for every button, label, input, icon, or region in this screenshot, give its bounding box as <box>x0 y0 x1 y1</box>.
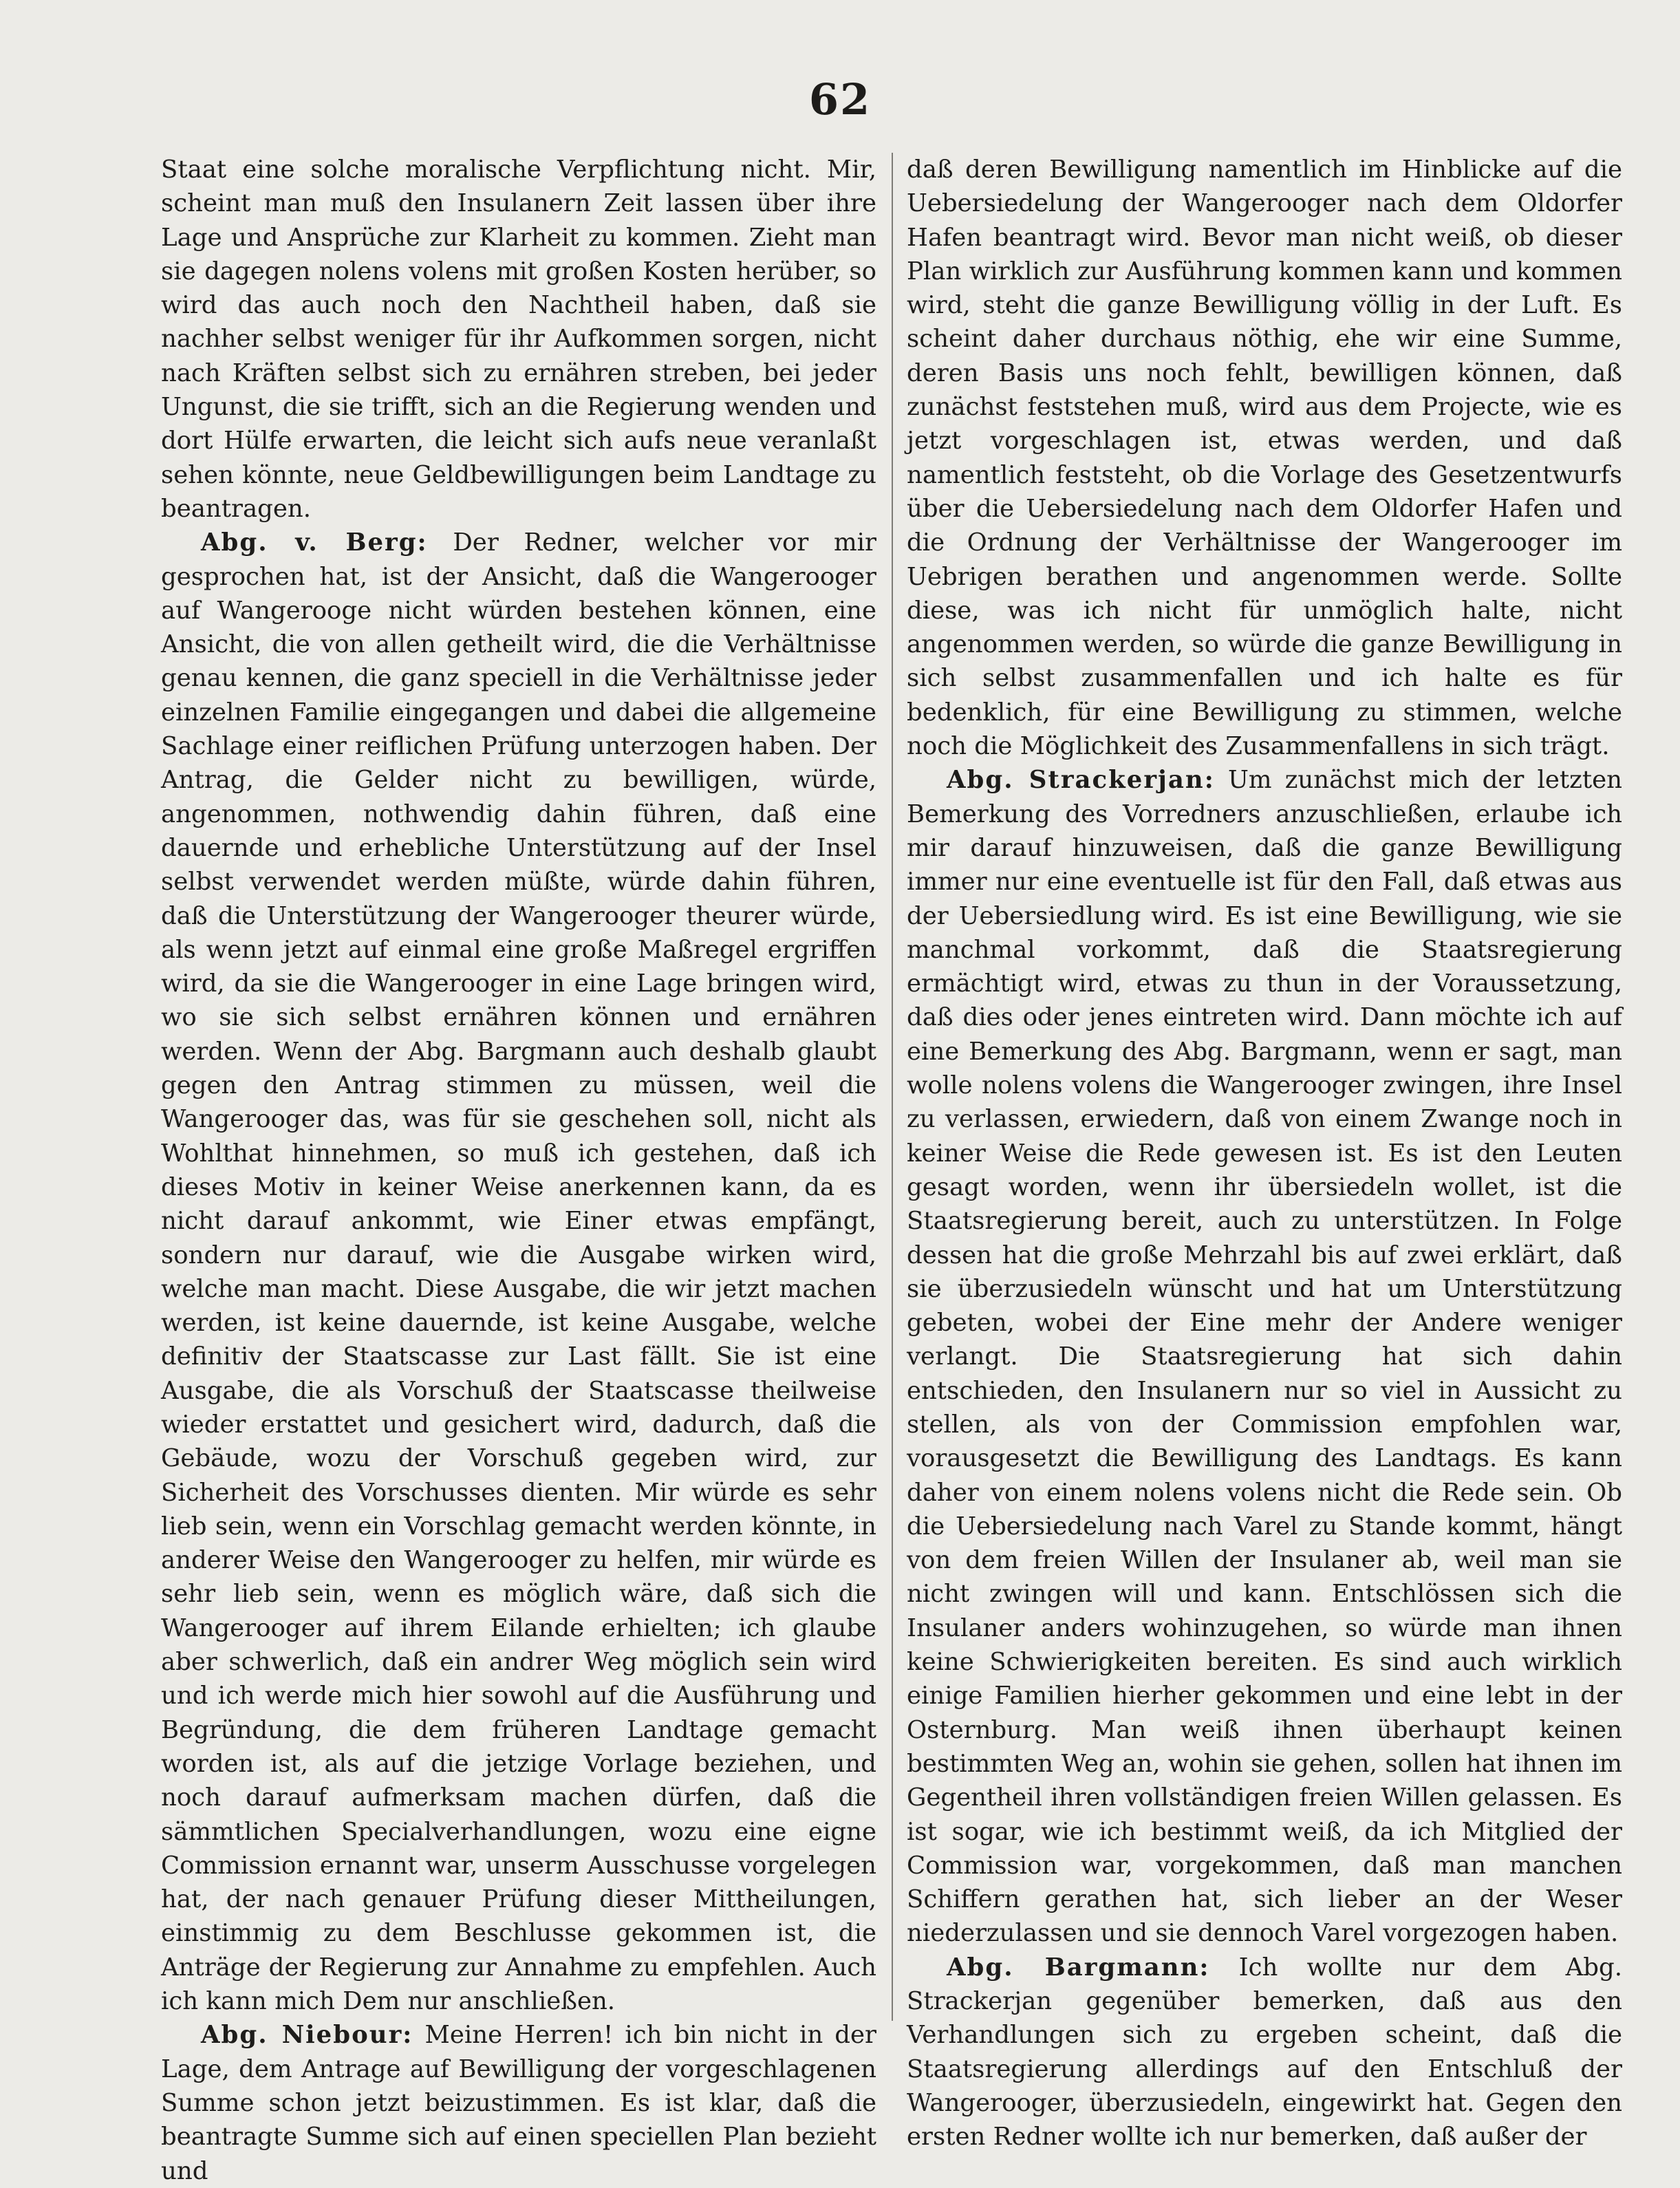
left-column <box>161 153 876 2185</box>
paragraph-text: Der Redner, welcher vor mir gesprochen hat, ist der Ansicht, daß die Wangerooger auf Wangerooge nicht würden bestehen können, eine Ansicht, die von allen getheilt wird, die die Verhältnisse genau kennen, die ganz speciell in die Verhältnisse jeder einzelnen Familie eingegangen und dabei die allgemeine Sachlage einer reiflichen Prüfung unterzogen haben. Der Antrag, die Gelder nicht zu bewilligen, würde, angenommen, nothwendig dahin führen, daß eine dauernde und erhebliche Unterstützung auf der Insel selbst verwendet werden müßte, würde dahin führen, daß die Unterstützung der Wangerooger theurer würde, als wenn jetzt auf einmal eine große Maßregel ergriffen wird, da sie die Wangerooger in eine Lage bringen wird, wo sie sich selbst ernähren können und ernähren werden. Wenn der Abg. Bargmann auch deshalb glaubt gegen den Antrag stimmen zu müssen, weil die Wangerooger das, was für sie geschehen soll, nicht als Wohlthat hinnehmen, so muß ich gestehen, daß ich dieses Motiv in keiner Weise anerkennen kann, da es nicht darauf ankommt, wie Einer etwas empfängt, sondern nur darauf, wie die Ausgabe wirken wird, welche man macht. Diese Ausgabe, die wir jetzt machen werden, ist keine dauernde, ist keine Ausgabe, welche definitiv der Staatscasse zur Last fällt. Sie ist eine Ausgabe, die als Vorschuß der Staatscasse theilweise wieder erstattet und gesichert wird, dadurch, daß die Gebäude, wozu der Vorschuß gegeben wird, zur Sicherheit des Vorschusses dienten. Mir würde es sehr lieb sein, wenn ein Vorschlag gemacht werden könnte, in anderer Weise den Wangerooger zu helfen, mir würde es sehr lieb sein, wenn es möglich wäre, daß sich die Wangerooger auf ihrem Eilande erhielten; ich glaube aber schwerlich, daß ein andrer Weg möglich sein wird und ich werde mich hier sowohl auf die Ausführung und Begründung, die dem früheren Landtage gemacht worden ist, als auf die jetzige Vorlage beziehen, und noch darauf aufmerksam machen dürfen, daß die sämmtlichen Specialverhandlungen, wozu eine eigne Commission ernannt war, unserm Ausschusse vorgelegen hat, der nach genauer Prüfung dieser Mittheilungen, einstimmig zu dem Beschlusse gekommen ist, die Anträge der Regierung zur Annahme zu empfehlen. Auch ich kann mich Dem nur anschließen. <box>161 528 876 2016</box>
column-divider <box>892 153 893 2021</box>
paragraph-text: daß deren Bewilligung namentlich im Hinblicke auf die Uebersiedelung der Wangerooger nach dem Oldorfer Hafen beantragt wird. Bevor man nicht weiß, ob dieser Plan wirklich zur Ausführung kommen kann und kommen wird, steht die ganze Bewilligung völlig in der Luft. Es scheint daher durchaus nöthig, ehe wir eine Summe, deren Basis uns noch fehlt, bewilligen können, daß zunächst feststehen muß, wird aus dem Projecte, wie es jetzt vorgeschlagen ist, etwas werden, und daß namentlich feststeht, ob die Vorlage des Gesetzentwurfs über die Uebersiedelung nach dem Oldorfer Hafen und die Ordnung der Verhältnisse der Wangerooger im Uebrigen berathen und angenommen werde. Sollte diese, was ich nicht für unmöglich halte, nicht angenommen werden, so würde die ganze Bewilligung in sich selbst zusammenfallen und ich halte es für bedenklich, für eine Bewilligung zu stimmen, welche noch die Möglichkeit des Zusammenfallens in sich trägt. <box>907 155 1622 761</box>
paragraph <box>161 526 876 2018</box>
paragraph-text: Um zunächst mich der letzten Bemerkung des Vorredners anzuschließen, erlaube ich mir darauf hinzuweisen, daß die ganze Bewilligung immer nur eine eventuelle ist für den Fall, daß etwas aus der Uebersiedlung wird. Es ist eine Bewilligung, wie sie manchmal vorkommt, daß die Staatsregierung ermächtigt wird, etwas zu thun in der Voraussetzung, daß dies oder jenes eintreten wird. Dann möchte ich auf eine Bemerkung des Abg. Bargmann, wenn er sagt, man wolle nolens volens die Wangerooger zwingen, ihre Insel zu verlassen, erwiedern, daß von einem Zwange noch in keiner Weise die Rede gewesen ist. Es ist den Leuten gesagt worden, wenn ihr übersiedeln wollet, ist die Staatsregierung bereit, auch zu unterstützen. In Folge dessen hat die große Mehrzahl bis auf zwei erklärt, daß sie überzusiedeln wünscht und hat um Unterstützung gebeten, wobei der Eine mehr der Andere weniger verlangt. Die Staatsregierung hat sich dahin entschieden, den Insulanern nur so viel in Aussicht zu stellen, als von der Commission empfohlen war, vorausgesetzt die Bewilligung des Landtags. Es kann daher von einem nolens volens nicht die Rede sein. Ob die Uebersiedelung nach Varel zu Stande kommt, hängt von dem freien Willen der Insulaner ab, weil man sie nicht zwingen will und kann. Entschlössen sich die Insulaner anders wohinzugehen, so würde man ihnen keine Schwierigkeiten bereiten. Es sind auch wirklich einige Familien hierher gekommen und eine lebt in der Osternburg. Man weiß ihnen überhaupt keinen bestimmten Weg an, wohin sie gehen, sollen hat ihnen im Gegentheil ihren vollständigen freien Willen gelassen. Es ist sogar, wie ich bestimmt weiß, da ich Mitglied der Commission war, vorgekommen, daß man manchen Schiffern gerathen hat, sich lieber an der Weser niederzulassen und sie dennoch Varel vorgezogen haben. <box>907 766 1622 1948</box>
page-number: 62 <box>808 74 872 125</box>
paragraph <box>907 153 1622 763</box>
paragraph-text: Staat eine solche moralische Verpflichtung nicht. Mir, scheint man muß den Insulanern Zeit lassen über ihre Lage und Ansprüche zur Klarheit zu kommen. Zieht man sie dagegen nolens volens mit großen Kosten herüber, so wird das auch noch den Nachtheil haben, daß sie nachher selbst weniger für ihr Aufkommen sorgen, nicht nach Kräften selbst sich zu ernähren streben, bei jeder Ungunst, die sie trifft, sich an die Regierung wenden und dort Hülfe erwarten, die leicht sich aufs neue veranlaßt sehen könnte, neue Geldbewilligungen beim Landtage zu beantragen. <box>161 155 876 523</box>
paragraph <box>907 763 1622 1950</box>
speaker-name: Abg. Strackerjan: <box>947 766 1215 795</box>
paragraph <box>161 2018 876 2187</box>
paragraph <box>161 153 876 526</box>
paragraph <box>907 1951 1622 2154</box>
paragraph-text: Ich wollte nur dem Abg. Strackerjan gegenüber bemerken, daß aus den Verhandlungen sich zu ergeben scheint, daß die Staatsregierung allerdings auf den Entschluß der Wangerooger, überzusiedeln, eingewirkt hat. Gegen den ersten Redner wollte ich nur bemerken, daß außer der <box>907 1953 1622 2152</box>
speaker-name: Abg. v. Berg: <box>201 528 428 557</box>
speaker-name: Abg. Niebour: <box>201 2021 413 2050</box>
paragraph-text: Meine Herren! ich bin nicht in der Lage, dem Antrage auf Bewilligung der vorgeschlagenen Summe schon jetzt beizustimmen. Es ist klar, daß die beantragte Summe sich auf einen speciellen Plan bezieht und <box>161 2021 876 2185</box>
speaker-name: Abg. Bargmann: <box>947 1953 1210 1982</box>
right-column <box>907 153 1622 2152</box>
